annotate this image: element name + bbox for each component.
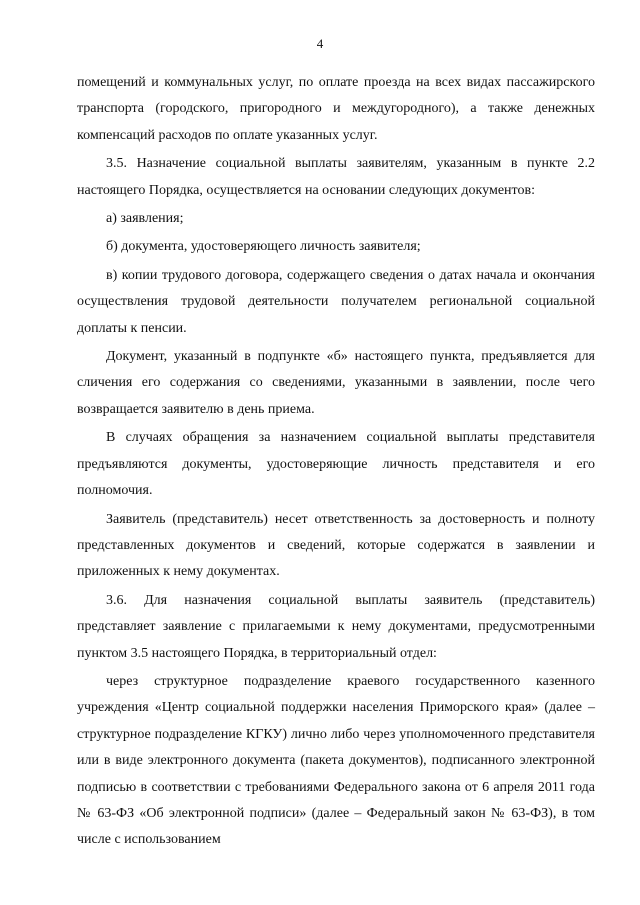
paragraph-document-return: Документ, указанный в подпункте «б» настоящего пункта, предъявляется для сличения его содержания со сведениями, указанными в заявлении, после чего возвращается заявителю в день приема. [77, 349, 595, 417]
list-item-a: а) заявления; [106, 211, 184, 227]
paragraph-continuation: помещений и коммунальных услуг, по оплате проезда на всех видах пассажирского транспорта (городского, пригородного и междугородного), а также денежных компенсаций расходов по оплате указанных услуг. [77, 75, 595, 143]
document-body [77, 70, 595, 854]
page-number: 4 [316, 36, 324, 51]
list-item-v: в) копии трудового договора, содержащего сведения о датах начала и окончания осуществления трудовой деятельности получателем региональной социальной доплаты к пенсии. [77, 267, 595, 336]
paragraph-3-6: 3.6. Для назначения социальной выплаты заявитель (представитель) представляет заявление с прилагаемыми к нему документами, предусмотренными пунктом 3.5 настоящего Порядка, в территориальный отдел: [77, 592, 595, 661]
paragraph-submission-channel: через структурное подразделение краевого государственного казенного учреждения «Центр социальной поддержки населения Приморского края» (далее – структурное подразделение КГКУ) лично либо через уполномоченного представителя или в виде электронного документа (пакета документов), подписанного электронной подписью в соответствии с требованиями Федерального закона от 6 апреля 2011 года № 63-ФЗ «Об электронной подписи» (далее – Федеральный закон № 63-ФЗ), в том числе с использованием [77, 673, 595, 848]
paragraph-responsibility: Заявитель (представитель) несет ответственность за достоверность и полноту представленных документов и сведений, которые содержатся в заявлении и приложенных к нему документах. [77, 511, 595, 580]
list-item-b: б) документа, удостоверяющего личность заявителя; [106, 239, 421, 255]
paragraph-3-5: 3.5. Назначение социальной выплаты заявителям, указанным в пункте 2.2 настоящего Порядка, осуществляется на основании следующих документов: [77, 156, 595, 198]
paragraph-representative: В случаях обращения за назначением социальной выплаты представителя предъявляются документы, удостоверяющие личность представителя и его полномочия. [77, 430, 595, 499]
